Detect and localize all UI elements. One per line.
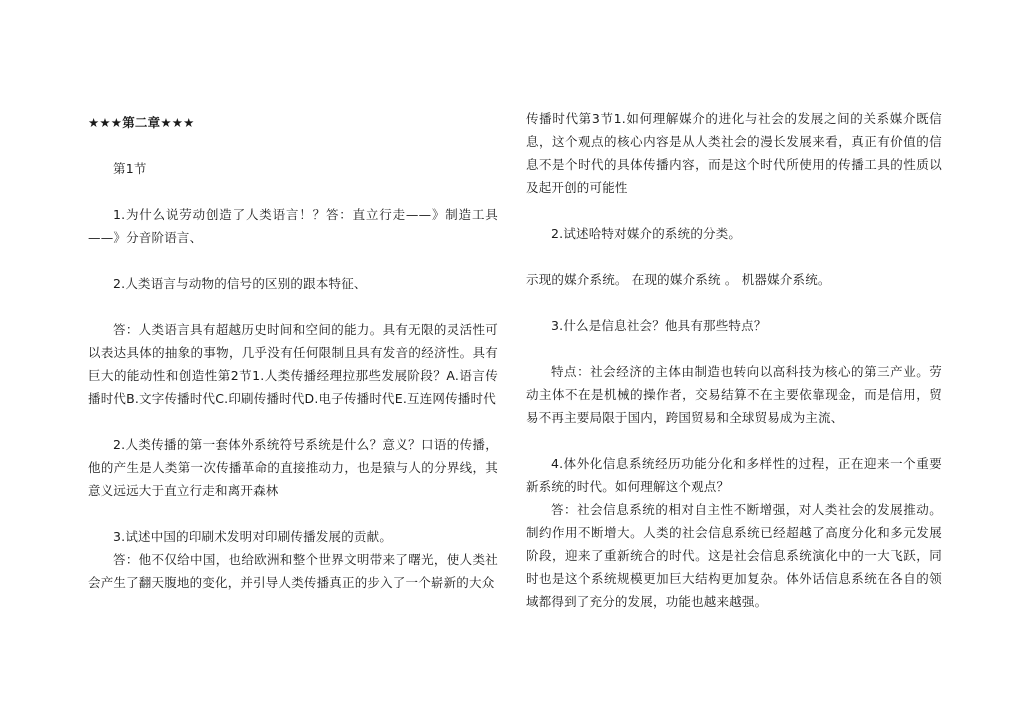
answer-4: 答：他不仅给中国，也给欧洲和整个世界文明带来了曙光，使人类社会产生了翻天腹地的变化，并引导人类传播真正的步入了一个崭新的大众	[88, 552, 498, 590]
section-title: 第1节	[113, 161, 147, 176]
question-r2: 2.试述哈特对媒介的系统的分类。	[551, 226, 742, 241]
left-column	[88, 0, 498, 594]
section-3-paragraph: 传播时代第3节1.如何理解媒介的进化与社会的发展之间的关系媒介既信息，这个观点的核心内容是从人类社会的漫长发展来看，真正有价值的信息不是个时代的具体传播内容，而是这个时代所使用的传播工具的性质以及起开创的可能性	[526, 111, 942, 195]
answer-r2: 示现的媒介系统。 在现的媒介系统 。 机器媒介系统。	[526, 272, 831, 287]
question-r4: 4.体外化信息系统经历功能分化和多样性的过程，正在迎来一个重要新系统的时代。如何理解这个观点？	[526, 456, 942, 494]
answer-r3: 特点：社会经济的主体由制造也转向以高科技为核心的第三产业。劳动主体不在是机械的操作者，交易结算不在主要依靠现金，而是信用，贸易不再主要局限于国内，跨国贸易和全球贸易成为主流、	[526, 364, 942, 425]
question-2: 2.人类语言与动物的信号的区别的跟本特征、	[113, 276, 367, 291]
answer-2: 答：人类语言具有超越历史时间和空间的能力。具有无限的灵活性可以表达具体的抽象的事物，几乎没有任何限制且具有发音的经济性。具有巨大的能动性和创造性第2节1.人类传播经理拉那些发展阶段？A.语言传播时代B.文字传播时代C.印刷传播时代D.电子传播时代E.互连网传播时代	[88, 322, 498, 406]
question-1: 1.为什么说劳动创造了人类语言！？答：直立行走——》制造工具——》分音阶语言、	[88, 207, 498, 245]
right-column	[526, 0, 942, 613]
question-3: 2.人类传播的第一套体外系统符号系统是什么？意义？口语的传播，他的产生是人类第一次传播革命的直接推动力，也是猿与人的分界线，其意义远远大于直立行走和离开森林	[88, 437, 498, 498]
chapter-heading: ★★★第二章★★★	[88, 115, 195, 130]
question-r3: 3.什么是信息社会？他具有那些特点？	[551, 318, 767, 333]
answer-r4: 答：社会信息系统的相对自主性不断增强，对人类社会的发展推动。制约作用不断增大。人类的社会信息系统已经超越了高度分化和多元发展阶段，迎来了重新统合的时代。这是社会信息系统演化中的一大飞跃，同时也是这个系统规模更加巨大结构更加复杂。体外话信息系统在各自的领域都得到了充分的发展，功能也越来越强。	[526, 502, 942, 609]
question-4: 3.试述中国的印刷术发明对印刷传播发展的贡献。	[113, 529, 393, 544]
